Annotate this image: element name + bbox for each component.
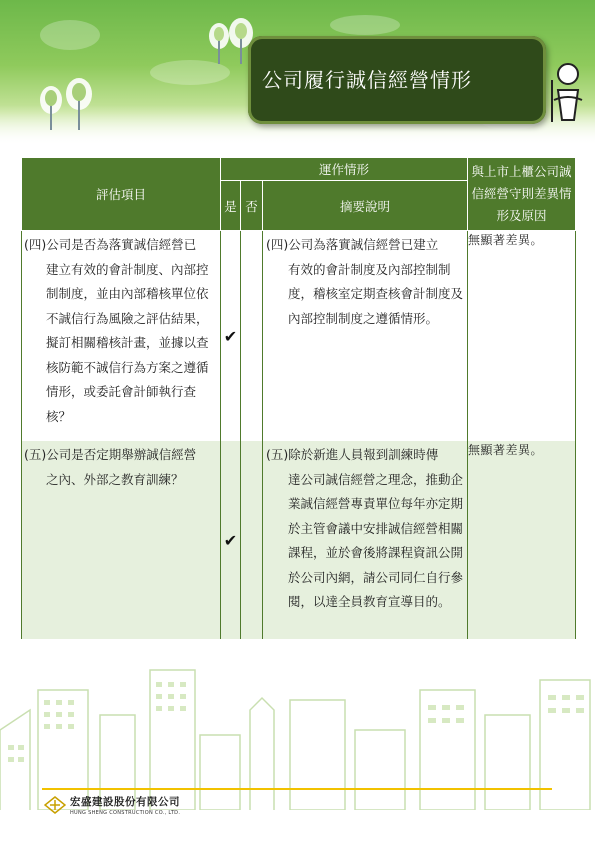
yes-check: ✔ xyxy=(221,231,241,442)
summary-body-text: 達公司誠信經營之理念，推動企業誠信經營專責單位每年亦定期於主管會議中安排誠信經營相關課程，並於會後將課程資訊公開於公司內網，請公司同仁自行參閱，以達全員教育宣導目的。 xyxy=(288,471,464,609)
item-cell xyxy=(22,441,221,639)
header-yes: 是 xyxy=(221,181,241,231)
table-row xyxy=(22,441,576,639)
item-body-text: 建立有效的會計制度、內部控制制度，並由內部稽核單位依不誠信行為風險之評估結果，擬訂相關稽核計畫，並據以查核防範不誠信行為方案之遵循情形，或委託會計師執行查核？ xyxy=(46,261,209,424)
no-check xyxy=(241,231,263,442)
header-difference: 與上市上櫃公司誠信經營守則差異情形及原因 xyxy=(468,158,576,231)
yes-check: ✔ xyxy=(221,441,241,639)
page-title: 公司履行誠信經營情形 xyxy=(262,68,472,92)
difference-cell: 無顯著差異。 xyxy=(468,441,576,639)
no-check xyxy=(241,441,263,639)
item-cell xyxy=(22,231,221,442)
header-summary: 摘要說明 xyxy=(263,181,468,231)
item-body-text: 之內、外部之教育訓練？ xyxy=(46,471,184,487)
summary-cell xyxy=(263,231,468,442)
footer-divider xyxy=(42,788,552,790)
header-no: 否 xyxy=(241,181,263,231)
tree-icon xyxy=(35,78,105,133)
company-logo-icon xyxy=(44,796,66,814)
summary-cell xyxy=(263,441,468,639)
summary-body-text: 有效的會計制度及內部控制制度，稽核室定期查核會計制度及內部控制制度之遵循情形。 xyxy=(288,261,464,326)
company-name-cn: 宏盛建設股份有限公司 xyxy=(70,796,180,808)
item-lead-text: (五)公司是否定期舉辦誠信經營 xyxy=(24,447,197,462)
summary-lead-text: (四)公司為落實誠信經營已建立 xyxy=(266,237,439,252)
table-row xyxy=(22,231,576,442)
assessment-table xyxy=(21,157,576,639)
company-name-en: HUNG SHENG CONSTRUCTION CO., LTD. xyxy=(70,810,181,816)
difference-cell: 無顯著差異。 xyxy=(468,231,576,442)
header-operation: 運作情形 xyxy=(221,158,468,181)
decorative-figure-icon xyxy=(548,60,588,130)
header-item: 評估項目 xyxy=(22,158,221,231)
item-lead-text: (四)公司是否為落實誠信經營已 xyxy=(24,237,197,252)
summary-lead-text: (五)除於新進人員報到訓練時傳 xyxy=(266,447,439,462)
